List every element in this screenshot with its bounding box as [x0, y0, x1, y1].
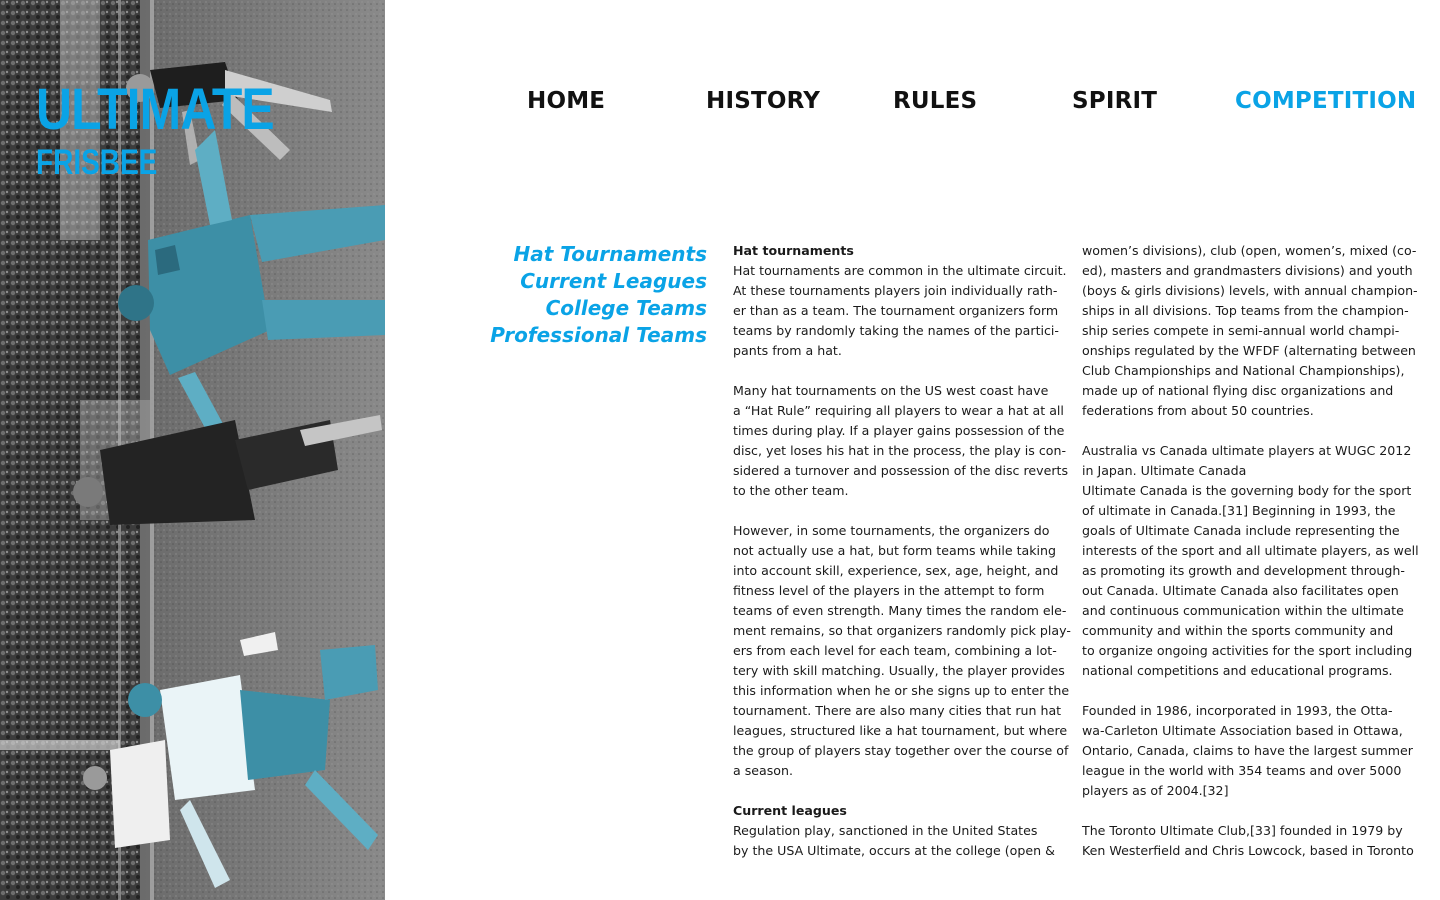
- body-text-line: Ontario, Canada, claims to have the largest summer: [1082, 743, 1413, 758]
- body-text-line: made up of national flying disc organizations and: [1082, 383, 1394, 398]
- body-text-line: ship series compete in semi-annual world champi-: [1082, 323, 1400, 338]
- body-text-line: not actually use a hat, but form teams while taking: [733, 543, 1056, 558]
- body-text-line: pants from a hat.: [733, 343, 842, 358]
- body-text-line: out Canada. Ultimate Canada also facilitates open: [1082, 583, 1399, 598]
- body-text-line: ed), masters and grandmasters divisions) and youth: [1082, 263, 1413, 278]
- body-text-line: Ultimate Canada is the governing body for the sport: [1082, 483, 1412, 498]
- paragraph-gap: [1082, 801, 1408, 821]
- body-text-line: community and within the sports community and: [1082, 623, 1394, 638]
- body-text-line: of ultimate in Canada.[31] Beginning in 1993, the: [1082, 503, 1396, 518]
- body-text-line: national competitions and educational programs.: [1082, 663, 1393, 678]
- nav-competition[interactable]: COMPETITION: [1235, 88, 1417, 114]
- main-nav: [0, 84, 1440, 118]
- submenu-college-teams[interactable]: College Teams: [545, 296, 707, 320]
- body-text-line: er than as a team. The tournament organizers form: [733, 303, 1059, 318]
- body-text-line: to organize ongoing activities for the sport including: [1082, 643, 1413, 658]
- body-text-line: Club Championships and National Championships),: [1082, 363, 1405, 378]
- brand-title: ULTIMATE: [36, 77, 274, 142]
- body-text-line: a season.: [733, 763, 793, 778]
- article-column-1: [733, 241, 1071, 861]
- body-text-line: sidered a turnover and possession of the disc reverts: [733, 463, 1069, 478]
- body-text-line: Ken Westerfield and Chris Lowcock, based in Toronto: [1082, 843, 1414, 858]
- body-text-line: tery with skill matching. Usually, the player provides: [733, 663, 1065, 678]
- submenu-current-leagues[interactable]: Current Leagues: [520, 269, 707, 293]
- body-text-line: At these tournaments players join individually rath-: [733, 283, 1058, 298]
- brand-subtitle: FRISBEE: [36, 143, 158, 182]
- body-text-line: The Toronto Ultimate Club,[33] founded in 1979 by: [1082, 823, 1403, 838]
- body-text-line: Regulation play, sanctioned in the United States: [733, 823, 1038, 838]
- body-text-line: teams by randomly taking the names of the partici-: [733, 323, 1059, 338]
- body-text-line: by the USA Ultimate, occurs at the college (open &: [733, 843, 1055, 858]
- body-text-line: in Japan. Ultimate Canada: [1082, 463, 1247, 478]
- body-text-line: interests of the sport and all ultimate players, as well: [1082, 543, 1419, 558]
- body-text-line: this information when he or she signs up to enter the: [733, 683, 1070, 698]
- body-text-line: and continuous communication within the ultimate: [1082, 603, 1404, 618]
- body-text-line: ment remains, so that organizers randomly pick play-: [733, 623, 1071, 638]
- body-text-line: (boys & girls divisions) levels, with annual champion-: [1082, 283, 1418, 298]
- body-text-line: goals of Ultimate Canada include representing the: [1082, 523, 1400, 538]
- body-text-line: leagues, structured like a hat tournament, but where: [733, 723, 1068, 738]
- body-text-line: women’s divisions), club (open, women’s, mixed (co-: [1082, 243, 1417, 258]
- competition-submenu: [490, 241, 707, 349]
- body-text-line: teams of even strength. Many times the random ele-: [733, 603, 1067, 618]
- body-text-line: into account skill, experience, sex, age, height, and: [733, 563, 1059, 578]
- paragraph-gap: [1082, 421, 1408, 441]
- paragraph-gap: [733, 501, 1059, 521]
- body-text-line: fitness level of the players in the attempt to form: [733, 583, 1045, 598]
- body-text-line: as promoting its growth and development through-: [1082, 563, 1405, 578]
- section-heading: Hat tournaments: [733, 243, 854, 258]
- body-text-line: onships regulated by the WFDF (alternating between: [1082, 343, 1416, 358]
- body-text-line: to the other team.: [733, 483, 849, 498]
- body-text-line: Many hat tournaments on the US west coast have: [733, 383, 1049, 398]
- submenu-hat-tournaments[interactable]: Hat Tournaments: [513, 242, 707, 266]
- body-text-line: disc, yet loses his hat in the process, the play is con-: [733, 443, 1067, 458]
- nav-spirit[interactable]: SPIRIT: [1072, 88, 1158, 114]
- body-text-line: ers from each level for each team, combining a lot-: [733, 643, 1057, 658]
- body-text-line: federations from about 50 countries.: [1082, 403, 1314, 418]
- nav-rules[interactable]: RULES: [893, 88, 978, 114]
- hero-photo-panel: [0, 0, 385, 900]
- body-text-line: league in the world with 354 teams and over 5000: [1082, 763, 1402, 778]
- body-text-line: Hat tournaments are common in the ultimate circuit.: [733, 263, 1067, 278]
- body-text-line: Australia vs Canada ultimate players at WUGC 2012: [1082, 443, 1412, 458]
- section-heading: Current leagues: [733, 803, 847, 818]
- nav-history[interactable]: HISTORY: [706, 88, 821, 114]
- body-text-line: times during play. If a player gains possession of the: [733, 423, 1065, 438]
- article-column-2: [1082, 241, 1419, 861]
- paragraph-gap: [733, 361, 1059, 381]
- body-text-line: the group of players stay together over the course of: [733, 743, 1069, 758]
- submenu-professional-teams[interactable]: Professional Teams: [490, 323, 707, 347]
- paragraph-gap: [733, 781, 1059, 801]
- paragraph-gap: [1082, 681, 1408, 701]
- body-text-line: tournament. There are also many cities that run hat: [733, 703, 1062, 718]
- body-text-line: Founded in 1986, incorporated in 1993, the Otta-: [1082, 703, 1393, 718]
- body-text-line: wa-Carleton Ultimate Association based in Ottawa,: [1082, 723, 1403, 738]
- body-text-line: However, in some tournaments, the organizers do: [733, 523, 1050, 538]
- body-text-line: ships in all divisions. Top teams from the champion-: [1082, 303, 1409, 318]
- body-text-line: a “Hat Rule” requiring all players to wear a hat at all: [733, 403, 1064, 418]
- nav-home[interactable]: HOME: [527, 88, 606, 114]
- body-text-line: players as of 2004.[32]: [1082, 783, 1229, 798]
